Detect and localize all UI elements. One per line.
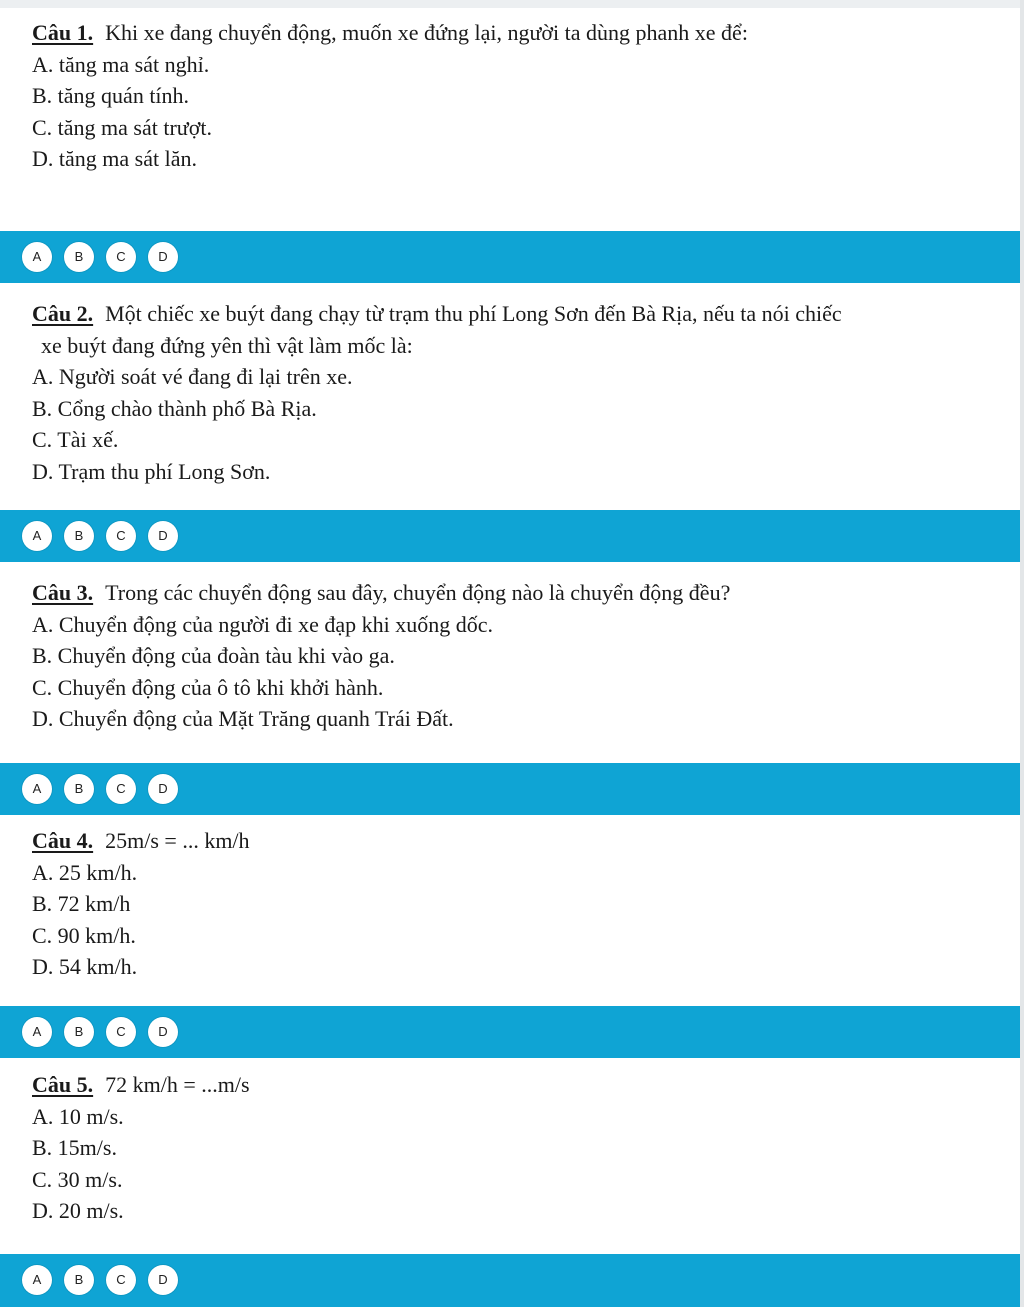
answer-4-choice-d[interactable]: D (148, 1017, 178, 1047)
answer-choices-4 (22, 1017, 190, 1047)
question-2-option-a: A. Người soát vé đang đi lại trên xe. (32, 364, 353, 389)
question-2-option-b: B. Cổng chào thành phố Bà Rịa. (32, 395, 317, 421)
question-1-option-b: B. tăng quán tính. (32, 83, 190, 108)
question-4-text: 25m/s = ... km/h (105, 828, 250, 853)
question-4-option-d: D. 54 km/h. (32, 954, 138, 979)
question-5-text: 72 km/h = ...m/s (105, 1072, 250, 1097)
question-2-label: Câu 2. (32, 301, 94, 326)
answer-3-choice-b[interactable]: B (64, 774, 94, 804)
answer-2-choice-c[interactable]: C (106, 521, 136, 551)
question-4-stem (32, 825, 992, 857)
question-1-label: Câu 1. (32, 20, 94, 45)
question-1-stem (32, 17, 992, 49)
answer-1-choice-a[interactable]: A (22, 242, 52, 272)
question-3-label: Câu 3. (32, 580, 94, 605)
answer-5-choice-a[interactable]: A (22, 1265, 52, 1295)
answer-choices-3 (22, 774, 190, 804)
answer-1-choice-d[interactable]: D (148, 242, 178, 272)
question-1-option-a: A. tăng ma sát nghỉ. (32, 51, 210, 77)
answer-bar-1 (0, 231, 1020, 283)
question-2-text: Một chiếc xe buýt đang chạy từ trạm thu phí Long Sơn đến Bà Rịa, nếu ta nói chiếc (105, 301, 842, 326)
question-3-option-a: A. Chuyển động của người đi xe đạp khi xuống dốc. (32, 611, 494, 637)
answer-2-choice-a[interactable]: A (22, 521, 52, 551)
question-4 (32, 825, 992, 983)
question-3-option-c: C. Chuyển động của ô tô khi khởi hành. (32, 674, 384, 700)
right-edge-divider (1020, 0, 1024, 1307)
answer-2-choice-d[interactable]: D (148, 521, 178, 551)
answer-bar-2 (0, 510, 1020, 562)
answer-5-choice-c[interactable]: C (106, 1265, 136, 1295)
question-5-stem (32, 1069, 992, 1101)
question-1-text: Khi xe đang chuyển động, muốn xe đứng lại, người ta dùng phanh xe để: (105, 20, 748, 45)
question-3 (32, 577, 992, 735)
question-4-option-a: A. 25 km/h. (32, 859, 138, 885)
question-5-option-d: D. 20 m/s. (32, 1198, 124, 1223)
question-4-option-c: C. 90 km/h. (32, 922, 136, 948)
question-5-label: Câu 5. (32, 1072, 94, 1097)
question-5-option-a: A. 10 m/s. (32, 1103, 124, 1129)
question-1-option-c: C. tăng ma sát trượt. (32, 114, 212, 140)
question-3-option-b: B. Chuyển động của đoàn tàu khi vào ga. (32, 643, 395, 668)
question-2-option-c: C. Tài xế. (32, 427, 119, 452)
top-strip (0, 0, 1024, 8)
answer-4-choice-c[interactable]: C (106, 1017, 136, 1047)
question-2-stem (32, 298, 992, 330)
question-1 (32, 17, 992, 175)
question-3-option-d: D. Chuyển động của Mặt Trăng quanh Trái Đất. (32, 706, 454, 731)
question-2-option-d: D. Trạm thu phí Long Sơn. (32, 458, 271, 484)
question-4-label: Câu 4. (32, 828, 94, 853)
answer-4-choice-b[interactable]: B (64, 1017, 94, 1047)
answer-bar-3 (0, 763, 1020, 815)
question-4-option-b: B. 72 km/h (32, 891, 131, 916)
answer-bar-4 (0, 1006, 1020, 1058)
answer-choices-2 (22, 521, 190, 551)
answer-4-choice-a[interactable]: A (22, 1017, 52, 1047)
answer-3-choice-c[interactable]: C (106, 774, 136, 804)
question-3-stem (32, 577, 992, 609)
answer-5-choice-b[interactable]: B (64, 1265, 94, 1295)
answer-3-choice-d[interactable]: D (148, 774, 178, 804)
question-2 (32, 298, 992, 487)
question-5-option-c: C. 30 m/s. (32, 1166, 123, 1192)
question-2-text-continued: xe buýt đang đứng yên thì vật làm mốc là: (41, 332, 413, 358)
question-1-option-d: D. tăng ma sát lăn. (32, 146, 197, 171)
answer-3-choice-a[interactable]: A (22, 774, 52, 804)
answer-choices-1 (22, 242, 190, 272)
answer-1-choice-c[interactable]: C (106, 242, 136, 272)
answer-bar-5 (0, 1254, 1020, 1307)
answer-choices-5 (22, 1265, 190, 1295)
question-5-option-b: B. 15m/s. (32, 1135, 117, 1160)
answer-5-choice-d[interactable]: D (148, 1265, 178, 1295)
question-3-text: Trong các chuyển động sau đây, chuyển động nào là chuyển động đều? (105, 580, 731, 605)
answer-1-choice-b[interactable]: B (64, 242, 94, 272)
question-5 (32, 1069, 992, 1227)
answer-2-choice-b[interactable]: B (64, 521, 94, 551)
